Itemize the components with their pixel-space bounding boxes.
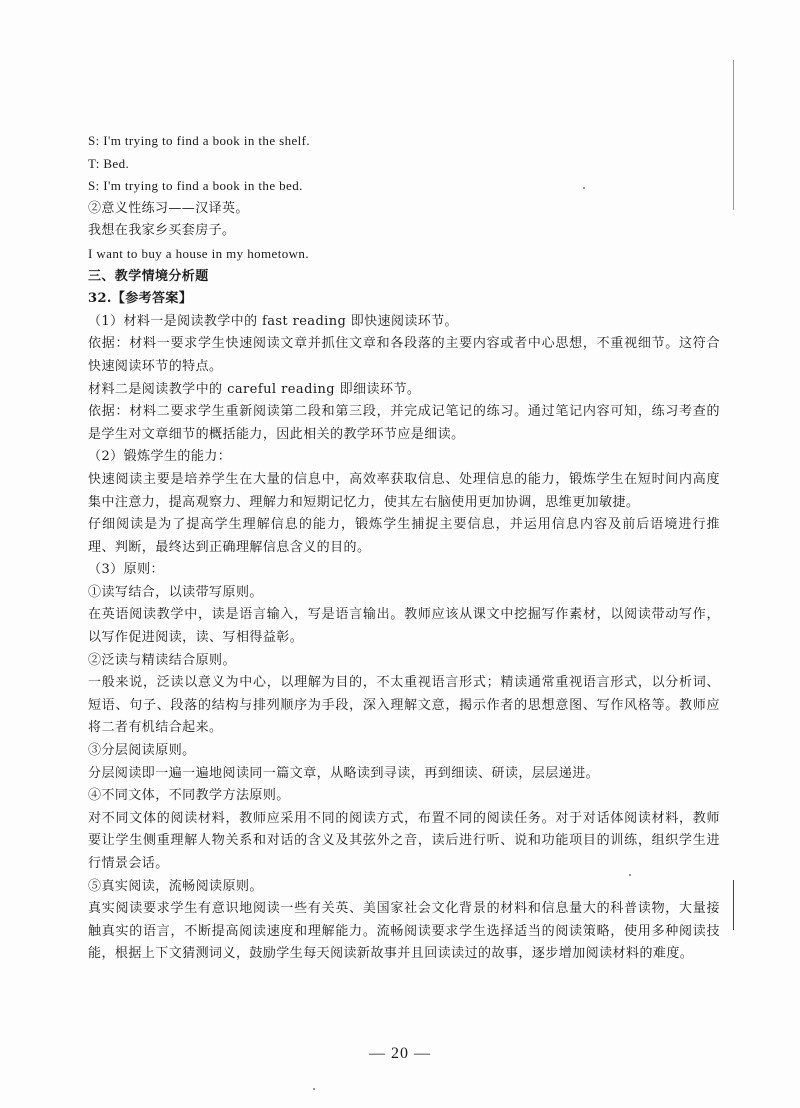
subheading: （2）锻炼学生的能力： [88,449,232,465]
principle-heading: ①读写结合，以读带写原则。 [88,584,263,600]
paragraph: 真实阅读要求学生有意识地阅读一些有关英、美国家社会文化背景的材料和信息量大的科普读物，大量接触真实的语言，不断提高阅读速度和理解能力。流畅阅读要求学生选择适当的阅读策略，使用多种阅读技能，根据上下文猜测词义，鼓励学生每天阅读新故事并且回读读过的故事，逐步增加阅读材料的难度。 [88,901,720,962]
english-sentence: I want to buy a house in my hometown. [88,245,309,261]
dialogue-line: S: I'm trying to find a book in the bed. [88,178,303,194]
paragraph: 材料二是阅读教学中的 careful reading 即细读环节。 [88,381,421,397]
paragraph: 对不同文体的阅读材料，教师应采用不同的阅读方式，布置不同的阅读任务。对于对话体阅读材料，教师要让学生侧重理解人物关系和对话的含义及其弦外之音，读后进行听、说和功能项目的训练，组织学生进行情景会话。 [88,810,720,871]
chinese-sentence: 我想在我家乡买套房子。 [88,223,236,239]
dialogue-line: S: I'm trying to find a book in the shelf. [88,133,311,148]
principle-heading: ③分层阅读原则。 [88,743,196,759]
document-body [88,130,720,966]
page-number: — 20 — [369,1045,431,1062]
principle-heading: ②泛读与精读结合原则。 [88,652,236,668]
paragraph: 依据：材料二要求学生重新阅读第二段和第三段，并完成记笔记的练习。通过笔记内容可知，练习考查的是学生对文章细节的概括能力，因此相关的教学环节应是细读。 [88,404,720,442]
section-heading: 三、教学情境分析题 [88,268,209,284]
scan-edge-line [733,880,734,930]
scan-edge-line [733,60,734,210]
paragraph: 快速阅读主要是培养学生在大量的信息中，高效率获取信息、处理信息的能力，锻炼学生在短时间内高度集中注意力，提高观察力、理解力和短期记忆力，使其左右脑使用更加协调，思维更加敏捷。 [88,471,720,510]
paragraph: （1）材料一是阅读教学中的 fast reading 即快速阅读环节。 [88,313,458,329]
scan-speck [313,1088,315,1090]
paragraph: 分层阅读即一遍一遍地阅读同一篇文章，从略读到寻读，再到细读、研读，层层递进。 [88,765,600,781]
answer-heading: 32.【参考答案】 [88,291,193,307]
principle-heading: ④不同文体，不同教学方法原则。 [88,788,290,804]
paragraph: 在英语阅读教学中，读是语言输入，写是语言输出。教师应该从课文中挖掘写作素材，以阅读带动写作，以写作促进阅读，读、写相得益彰。 [88,607,720,646]
paragraph: 依据：材料一要求学生快速阅读文章并抓住文章和各段落的主要内容或者中心思想，不重视细节。这符合快速阅读环节的特点。 [88,336,720,374]
exercise-heading: ②意义性练习——汉译英。 [88,200,249,216]
dialogue-line: T: Bed. [88,155,130,171]
paragraph: 仔细阅读是为了提高学生理解信息的能力，锻炼学生捕捉主要信息，并运用信息内容及前后语境进行推理、判断，最终达到正确理解信息含义的目的。 [88,517,720,555]
subheading: （3）原则： [88,562,164,578]
paragraph: 一般来说，泛读以意义为中心，以理解为目的，不太重视语言形式；精读通常重视语言形式，以分析词、短语、句子、段落的结构与排列顺序为手段，深入理解文意，揭示作者的思想意图、写作风格等。教师应将二者有机结合起来。 [88,675,720,736]
principle-heading: ⑤真实阅读，流畅阅读原则。 [88,878,263,894]
